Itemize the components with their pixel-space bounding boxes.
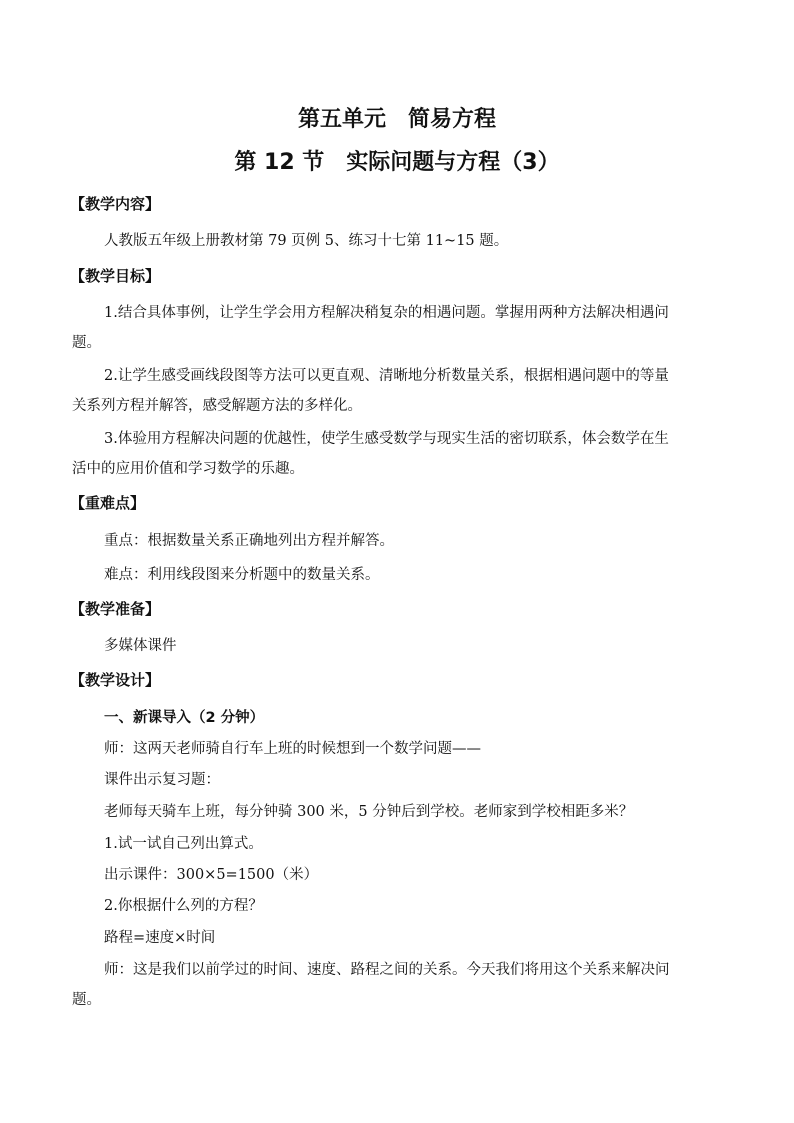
design-line-5: 出示课件：300×5=1500（米） [104, 867, 319, 883]
goal-1-line-1: 1.结合具体事例，让学生学会用方程解决稍复杂的相遇问题。掌握用两种方法解决相遇问 [104, 305, 669, 321]
heading-teaching-goals: 【教学目标】 [70, 267, 161, 285]
design-line-1: 师：这两天老师骑自行车上班的时候想到一个数学问题—— [104, 741, 481, 757]
design-line-2: 课件出示复习题： [104, 772, 220, 788]
goal-2-line-1: 2.让学生感受画线段图等方法可以更直观、清晰地分析数量关系，根据相遇问题中的等量 [104, 368, 669, 384]
goal-3-line-2: 活中的应用价值和学习数学的乐趣。 [72, 461, 304, 477]
key-point-text: 重点：根据数量关系正确地列出方程并解答。 [104, 533, 394, 549]
heading-key-points: 【重难点】 [70, 494, 146, 512]
design-line-8b: 题。 [72, 992, 101, 1008]
design-line-7: 路程=速度×时间 [104, 930, 216, 946]
content-text: 人教版五年级上册教材第 79 页例 5、练习十七第 11~15 题。 [104, 233, 509, 249]
goal-1-line-2: 题。 [72, 335, 101, 351]
heading-teaching-design: 【教学设计】 [70, 671, 161, 689]
design-line-8a: 师：这是我们以前学过的时间、速度、路程之间的关系。今天我们将用这个关系来解决问 [104, 962, 670, 978]
heading-preparation: 【教学准备】 [70, 600, 161, 618]
design-line-4: 1.试一试自己列出算式。 [104, 836, 263, 852]
lesson-title: 第 12 节 实际问题与方程（3） [234, 150, 560, 175]
difficult-point-text: 难点：利用线段图来分析题中的数量关系。 [104, 567, 380, 583]
goal-2-line-2: 关系列方程并解答，感受解题方法的多样化。 [72, 398, 362, 414]
preparation-text: 多媒体课件 [104, 638, 177, 654]
design-line-3: 老师每天骑车上班，每分钟骑 300 米，5 分钟后到学校。老师家到学校相距多米？ [104, 804, 634, 820]
design-line-6: 2.你根据什么列的方程？ [104, 898, 263, 914]
goal-3-line-1: 3.体验用方程解决问题的优越性，使学生感受数学与现实生活的密切联系，体会数学在生 [104, 431, 669, 447]
design-subheading-intro: 一、新课导入（2 分钟） [104, 710, 265, 726]
heading-teaching-content: 【教学内容】 [70, 195, 161, 213]
unit-title: 第五单元 简易方程 [297, 107, 496, 132]
